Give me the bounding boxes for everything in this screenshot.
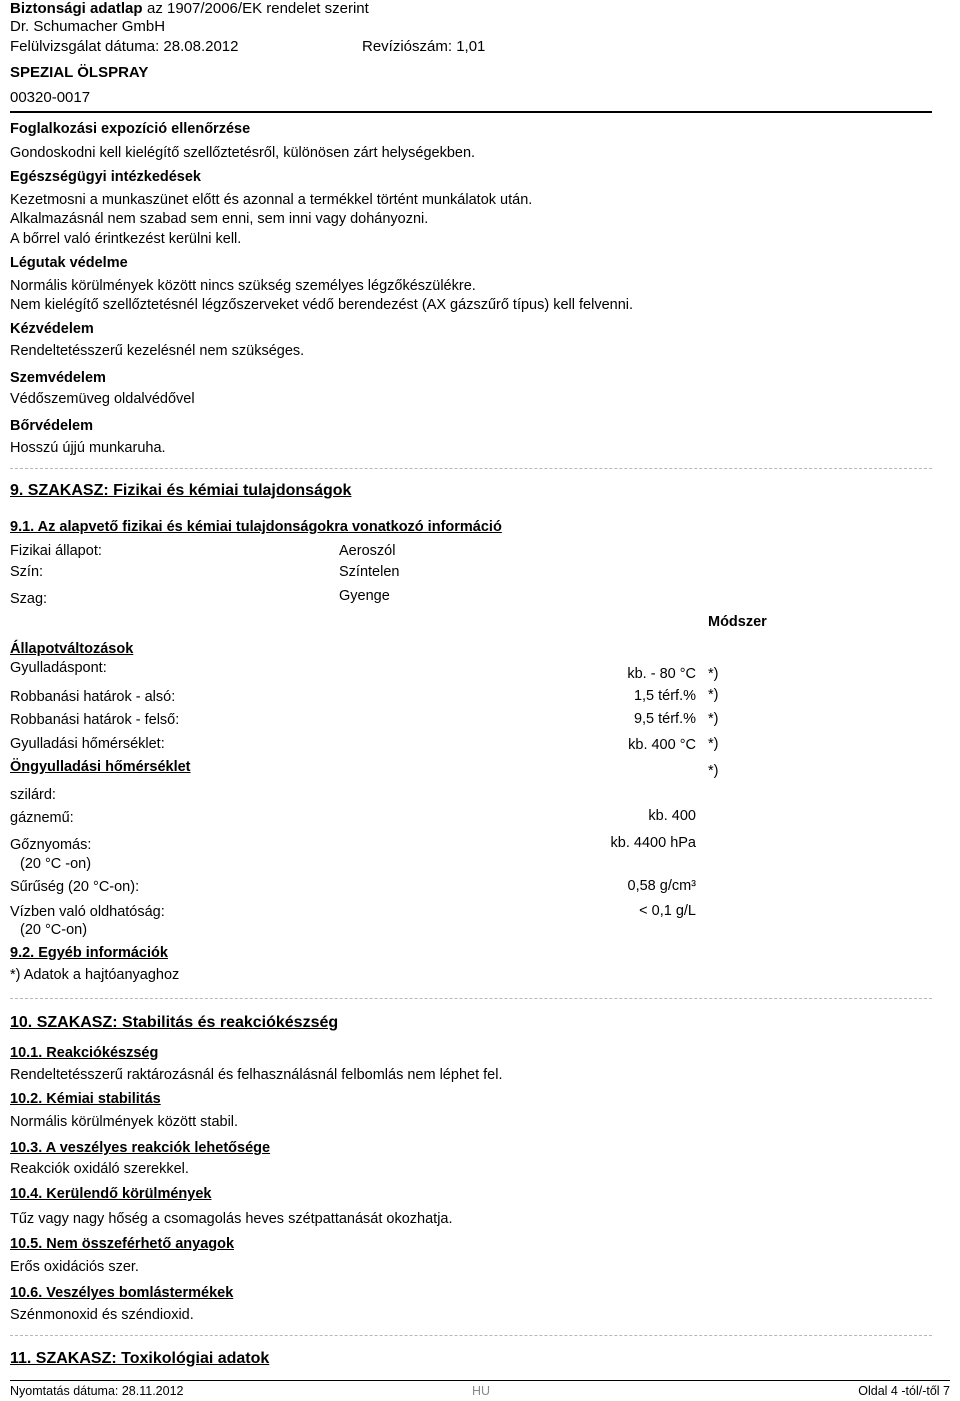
print-date: Nyomtatás dátuma: 28.11.2012 <box>10 1384 184 1398</box>
hygiene-line: A bőrrel való érintkezést kerülni kell. <box>10 231 242 247</box>
section-10-1-text: Rendeltetésszerű raktározásnál és felhasználásnál felbomlás nem léphet fel. <box>10 1067 503 1083</box>
company-name: Dr. Schumacher GmbH <box>10 18 166 35</box>
section-10-2-heading: 10.2. Kémiai stabilitás <box>10 1091 161 1107</box>
hand-protection-heading: Kézvédelem <box>10 321 94 337</box>
product-code: 00320-0017 <box>10 89 91 106</box>
solubility-value: < 0,1 g/L <box>639 903 696 919</box>
footer-divider <box>10 1380 950 1381</box>
section-9-2-heading: 9.2. Egyéb információk <box>10 945 168 961</box>
flash-point-method: *) <box>708 666 719 682</box>
vapor-pressure-value: kb. 4400 hPa <box>610 835 696 851</box>
section-10-title: 10. SZAKASZ: Stabilitás és reakciókészség <box>10 1014 339 1031</box>
respiratory-heading: Légutak védelme <box>10 255 128 271</box>
section-9-1-heading: 9.1. Az alapvető fizikai és kémiai tulajdonságokra vonatkozó információ <box>10 519 502 535</box>
section-10-3-heading: 10.3. A veszélyes reakciók lehetősége <box>10 1140 271 1156</box>
skin-protection-text: Hosszú újjú munkaruha. <box>10 440 166 456</box>
gas-value: kb. 400 <box>648 808 696 824</box>
sds-title-line <box>10 0 369 18</box>
lower-explosion-limit-label: Robbanási határok - alsó: <box>10 689 176 705</box>
section-10-4-heading: 10.4. Kerülendő körülmények <box>10 1186 212 1202</box>
section-10-5-heading: 10.5. Nem összeférhető anyagok <box>10 1236 235 1252</box>
upper-explosion-limit-value: 9,5 térf.% <box>633 711 696 727</box>
section-divider <box>10 468 932 469</box>
flash-point-label: Gyulladáspont: <box>10 660 107 676</box>
density-value: 0,58 g/cm³ <box>627 878 696 894</box>
sds-regulation: az 1907/2006/EK rendelet szerint <box>146 0 369 17</box>
product-name: SPEZIAL ÖLSPRAY <box>10 64 149 81</box>
skin-protection-heading: Bőrvédelem <box>10 418 94 434</box>
lower-explosion-limit-method: *) <box>708 687 719 703</box>
respiratory-line: Normális körülmények között nincs szükség személyes légzőkészülékre. <box>10 278 476 294</box>
self-ignition-heading: Öngyulladási hőmérséklet <box>10 759 191 775</box>
color-value: Színtelen <box>339 564 400 580</box>
section-10-3-text: Reakciók oxidáló szerekkel. <box>10 1161 189 1177</box>
hygiene-heading: Egészségügyi intézkedések <box>10 169 201 185</box>
odor-value: Gyenge <box>339 588 390 604</box>
section-9-title: 9. SZAKASZ: Fizikai és kémiai tulajdonságok <box>10 482 352 499</box>
ignition-temperature-value: kb. 400 °C <box>628 737 696 753</box>
solid-label: szilárd: <box>10 787 56 803</box>
respiratory-line: Nem kielégítő szellőztetésnél légzőszerveket védő berendezést (AX gázszűrő típus) kell felvenni. <box>10 297 634 313</box>
density-label: Sűrűség (20 °C-on): <box>10 879 140 895</box>
language-code: HU <box>472 1384 491 1398</box>
state-changes-heading: Állapotváltozások <box>10 641 134 657</box>
physical-state-value: Aeroszól <box>339 543 396 559</box>
exposure-text: Gondoskodni kell kielégítő szellőztetésről, különösen zárt helységekben. <box>10 145 476 161</box>
hand-protection-text: Rendeltetésszerű kezelésnél nem szükséges. <box>10 343 305 359</box>
eye-protection-heading: Szemvédelem <box>10 370 106 386</box>
section-divider <box>10 1335 932 1336</box>
gas-label: gáznemű: <box>10 810 74 826</box>
exposure-heading: Foglalkozási expozíció ellenőrzése <box>10 121 251 137</box>
upper-explosion-limit-label: Robbanási határok - felső: <box>10 712 180 728</box>
section-10-2-text: Normális körülmények között stabil. <box>10 1114 239 1130</box>
upper-explosion-limit-method: *) <box>708 711 719 727</box>
ignition-temperature-method: *) <box>708 736 719 752</box>
vapor-pressure-condition: (20 °C -on) <box>20 856 92 872</box>
ignition-temperature-label: Gyulladási hőmérséklet: <box>10 736 165 752</box>
eye-protection-text: Védőszemüveg oldalvédővel <box>10 391 195 407</box>
vapor-pressure-label: Gőznyomás: <box>10 837 92 853</box>
color-label: Szín: <box>10 564 44 580</box>
method-column-header: Módszer <box>708 614 767 630</box>
section-10-4-text: Tűz vagy nagy hőség a csomagolás heves szétpattanását okozhatja. <box>10 1211 453 1227</box>
revision-number: Revíziószám: 1,01 <box>362 38 486 55</box>
section-10-6-heading: 10.6. Veszélyes bomlástermékek <box>10 1285 234 1301</box>
section-11-title: 11. SZAKASZ: Toxikológiai adatok <box>10 1350 270 1367</box>
review-date: Felülvizsgálat dátuma: 28.08.2012 <box>10 38 239 55</box>
hygiene-line: Kezetmosni a munkaszünet előtt és azonnal a termékkel történt munkálatok után. <box>10 192 533 208</box>
page-number: Oldal 4 -tól/-től 7 <box>858 1384 950 1398</box>
solubility-condition: (20 °C-on) <box>20 922 88 938</box>
section-10-6-text: Szénmonoxid és széndioxid. <box>10 1307 194 1323</box>
physical-state-label: Fizikai állapot: <box>10 543 102 559</box>
section-10-5-text: Erős oxidációs szer. <box>10 1259 139 1275</box>
self-ignition-method: *) <box>708 763 719 779</box>
lower-explosion-limit-value: 1,5 térf.% <box>633 688 696 704</box>
hygiene-line: Alkalmazásnál nem szabad sem enni, sem inni vagy dohányozni. <box>10 211 429 227</box>
odor-label: Szag: <box>10 591 48 607</box>
header-divider <box>10 111 932 113</box>
sds-title: Biztonsági adatlap <box>10 0 143 17</box>
solubility-label: Vízben való oldhatóság: <box>10 904 165 920</box>
flash-point-value: kb. - 80 °C <box>627 666 696 682</box>
section-10-1-heading: 10.1. Reakciókészség <box>10 1045 159 1061</box>
section-divider <box>10 998 932 999</box>
propellant-footnote: *) Adatok a hajtóanyaghoz <box>10 967 180 983</box>
